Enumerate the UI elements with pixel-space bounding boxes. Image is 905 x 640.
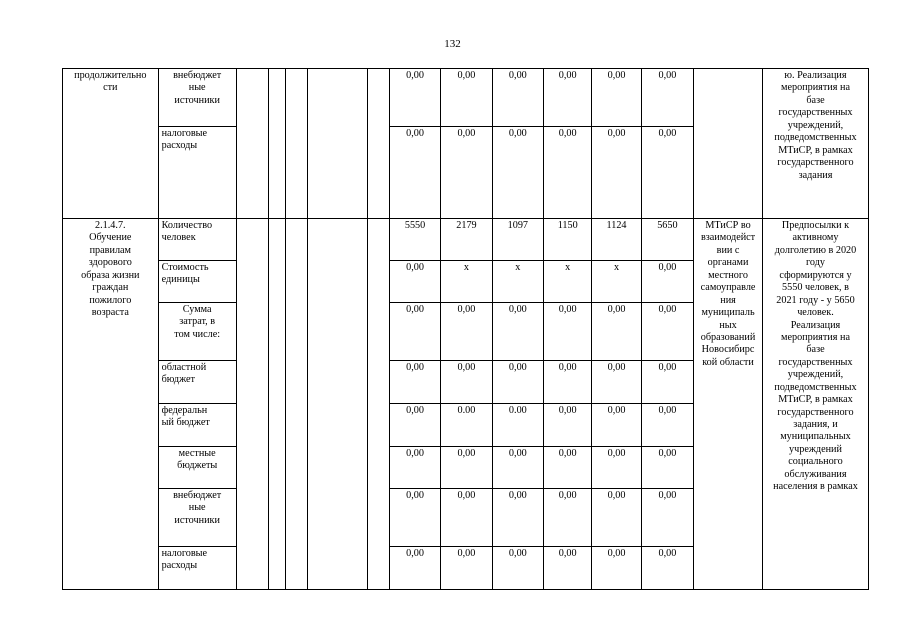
value-cell: 0,00 [544,489,592,547]
empty-cell [268,69,285,219]
value-cell: 0,00 [544,447,592,489]
value-cell: 1124 [592,219,641,261]
value-cell: 0,00 [641,69,693,127]
value-cell: 0.00 [441,404,492,447]
value-cell: 0,00 [441,127,492,219]
note-cell [762,219,868,590]
value-cell: 0,00 [389,489,440,547]
value-cell: 0,00 [544,127,592,219]
value-cell: 0,00 [592,303,641,361]
value-cell: 0,00 [441,361,492,404]
empty-cell [307,69,368,219]
page-number: 132 [444,38,461,50]
note-text: Предпосылки к активному долголетию в 2020 году сформируются у 5550 человек, в 2021 году - у 5650 человек. Реализация мероприятия на базе государственных учреждений, подведомственных МТиСР, в рамках государственного задания, и муниципальных учреждений социального обслуживания населения в рамках [773,220,858,493]
value-cell: 1097 [492,219,543,261]
value-cell: 0,00 [389,261,440,303]
category-text: Количество человек [161,220,213,244]
category-text: Стоимость единицы [161,262,209,286]
category-text: внебюджет ные источники [173,490,222,526]
empty-cell [236,69,268,219]
value-cell: x [592,261,641,303]
value-cell: 0,00 [592,547,641,590]
executor-cell [694,219,763,590]
category-cell [158,69,236,127]
empty-cell [286,69,308,219]
table-row [63,219,869,261]
table-row [63,69,869,127]
category-text: налоговые расходы [161,128,208,152]
event-name-text: продолжительно сти [74,70,147,94]
category-cell [158,127,236,219]
value-cell: 5550 [389,219,440,261]
value-cell: 0,00 [592,447,641,489]
event-name-cell [63,219,159,590]
value-cell: 0,00 [492,489,543,547]
value-cell: 0,00 [492,447,543,489]
empty-cell [307,219,368,590]
value-cell: 0,00 [641,261,693,303]
empty-cell [368,69,390,219]
category-cell [158,404,236,447]
value-cell: 2179 [441,219,492,261]
value-cell: 0,00 [592,127,641,219]
value-cell: 0,00 [441,447,492,489]
value-cell: 0.00 [492,404,543,447]
category-text: местные бюджеты [177,448,218,472]
value-cell: 0,00 [641,361,693,404]
event-name-text: 2.1.4.7. Обучение правилам здорового образа жизни граждан пожилого возраста [81,220,140,319]
value-cell: x [544,261,592,303]
value-cell: 0,00 [641,489,693,547]
value-cell: x [441,261,492,303]
category-text: налоговые расходы [161,548,208,572]
value-cell: 0,00 [441,69,492,127]
value-cell: 0,00 [641,127,693,219]
value-cell: 0,00 [492,547,543,590]
value-cell: 0,00 [592,361,641,404]
executor-text: МТиСР во взаимодейст вии с органами местного самоуправле ния муниципаль ных образований Новосибирс кой области [700,220,756,368]
value-cell: 0,00 [492,303,543,361]
value-cell: 0,00 [441,489,492,547]
value-cell: 0,00 [492,361,543,404]
category-cell [158,219,236,261]
empty-cell [236,219,268,590]
value-cell: x [492,261,543,303]
value-cell: 0,00 [492,69,543,127]
value-cell: 0,00 [389,447,440,489]
value-cell: 0,00 [641,303,693,361]
category-cell [158,361,236,404]
value-cell: 0,00 [592,489,641,547]
value-cell: 0,00 [492,127,543,219]
value-cell: 0,00 [544,361,592,404]
value-cell: 1150 [544,219,592,261]
value-cell: 0,00 [441,547,492,590]
value-cell: 0,00 [441,303,492,361]
value-cell: 0,00 [389,303,440,361]
category-cell [158,261,236,303]
value-cell: 0,00 [389,69,440,127]
category-cell [158,547,236,590]
event-name-cell [63,69,159,219]
value-cell: 0,00 [544,69,592,127]
empty-cell [286,219,308,590]
category-cell [158,447,236,489]
program-table [62,68,869,590]
value-cell: 0,00 [592,69,641,127]
category-text: федеральн ый бюджет [161,405,210,429]
note-cell [762,69,868,219]
category-cell [158,303,236,361]
note-text: ю. Реализация мероприятия на базе государственных учреждений, подведомственных МТиСР, в рамках государственного задания [774,70,857,181]
value-cell: 0,00 [544,404,592,447]
category-text: внебюджет ные источники [173,70,222,106]
value-cell: 0,00 [389,404,440,447]
empty-cell [368,219,390,590]
value-cell: 0,00 [389,361,440,404]
executor-cell [694,69,763,219]
value-cell: 0,00 [544,303,592,361]
empty-cell [268,219,285,590]
value-cell: 0,00 [641,547,693,590]
category-text: областной бюджет [161,362,207,386]
value-cell: 0,00 [389,547,440,590]
value-cell: 0,00 [544,547,592,590]
value-cell: 5650 [641,219,693,261]
category-cell [158,489,236,547]
value-cell: 0,00 [641,404,693,447]
value-cell: 0,00 [641,447,693,489]
value-cell: 0,00 [592,404,641,447]
category-text: Сумма затрат, в том числе: [174,304,221,340]
value-cell: 0,00 [389,127,440,219]
